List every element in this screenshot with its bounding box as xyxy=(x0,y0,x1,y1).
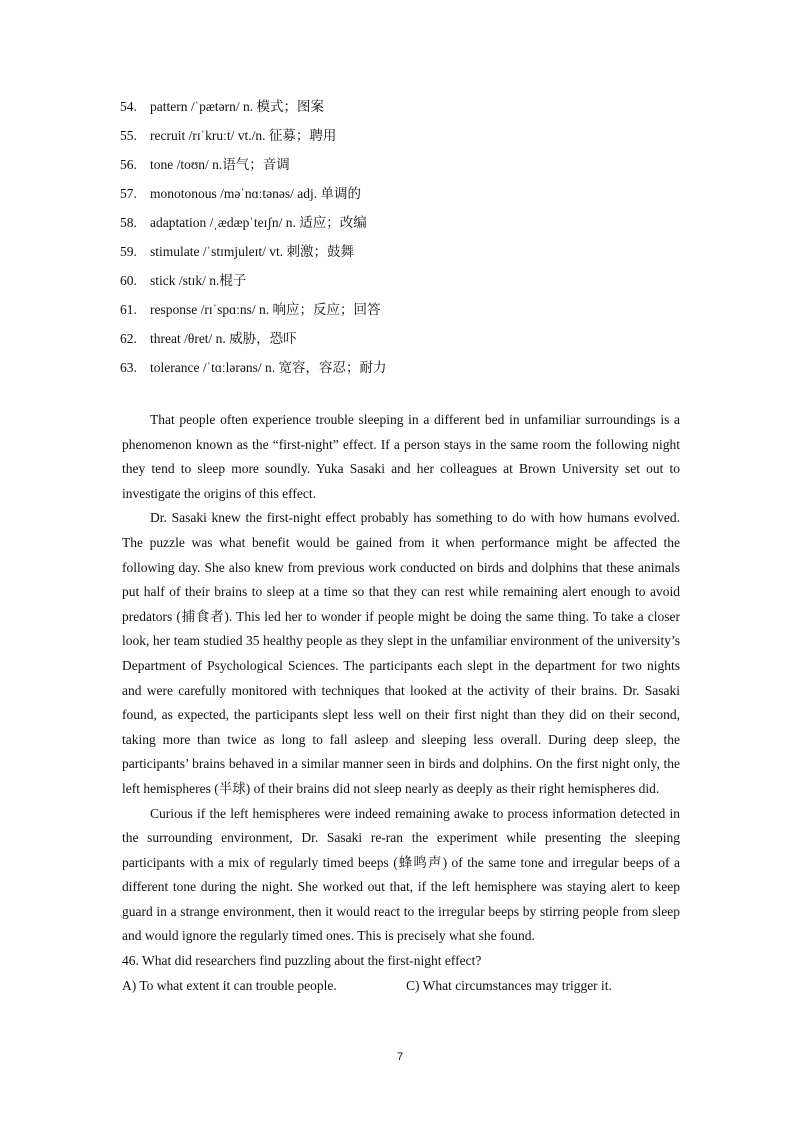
vocab-entry: stick /stɪk/ n.棍子 xyxy=(150,273,247,288)
vocab-entry: threat /θret/ n. 威胁，恐吓 xyxy=(150,331,297,346)
vocab-number: 62. xyxy=(120,331,137,346)
vocab-entry: adaptation /ˌædæpˈteɪʃn/ n. 适应；改编 xyxy=(150,215,367,230)
vocab-number: 54. xyxy=(120,99,137,114)
vocab-entry: monotonous /məˈnɑːtənəs/ adj. 单调的 xyxy=(150,186,362,201)
vocab-entry: recruit /rɪˈkruːt/ vt./n. 征募；聘用 xyxy=(150,128,337,143)
vocab-number: 63. xyxy=(120,360,137,375)
question-options xyxy=(122,974,680,999)
passage-paragraph-1: That people often experience trouble sleeping in a different bed in unfamiliar surroundings is a phenomenon known as the “first-night” effect. If a person stays in the same room the following night they tend to sleep more soundly. Yuka Sasaki and her colleagues at Brown University set out to investigate the origins of this effect. xyxy=(122,412,680,501)
vocab-number: 61. xyxy=(120,302,137,317)
vocab-number: 57. xyxy=(120,186,137,201)
vocab-item xyxy=(120,241,720,270)
vocab-item xyxy=(120,154,720,183)
vocab-number: 59. xyxy=(120,244,137,259)
vocab-item xyxy=(120,357,720,386)
vocab-item xyxy=(120,183,720,212)
vocab-item xyxy=(120,125,720,154)
vocab-entry: stimulate /ˈstɪmjuleɪt/ vt. 刺激；鼓舞 xyxy=(150,244,354,259)
vocab-entry: response /rɪˈspɑːns/ n. 响应；反应；回答 xyxy=(150,302,381,317)
passage-paragraph-2: Dr. Sasaki knew the first-night effect probably has something to do with how humans evolved. The puzzle was what benefit would be gained from it when performance might be affected the following day. She also knew from previous work conducted on birds and dolphins that these animals put half of their brains to sleep at a time so that they can rest while remaining alert enough to avoid predators (捕食者). This led her to wonder if people might be doing the same thing. To take a closer look, her team studied 35 healthy people as they slept in the unfamiliar environment of the university’s Department of Psychological Sciences. The participants each slept in the department for two nights and were carefully monitored with techniques that looked at the activity of their brains. Dr. Sasaki found, as expected, the participants slept less well on their first night than they did on their second, taking more than twice as long to fall asleep and sleeping less overall. During deep sleep, the participants’ brains behaved in a similar manner seen in birds and dolphins. On the first night only, the left hemispheres (半球) of their brains did not sleep nearly as deeply as their right hemispheres did. xyxy=(122,510,680,796)
passage-paragraph-3: Curious if the left hemispheres were indeed remaining awake to process information detected in the surrounding environment, Dr. Sasaki re-ran the experiment while presenting the sleeping participants with a mix of regularly timed beeps (蜂鸣声) of the same tone and irregular beeps of a different tone during the night. She worked out that, if the left hemisphere was staying alert to keep guard in a strange environment, then it would react to the irregular beeps by stirring people from sleep and would ignore the regularly timed ones. This is precisely what she found. xyxy=(122,805,680,944)
option-a: A) To what extent it can trouble people. xyxy=(122,977,337,993)
vocab-entry: pattern /ˈpætərn/ n. 模式；图案 xyxy=(150,99,324,114)
page-number: 7 xyxy=(396,1051,404,1063)
vocab-item xyxy=(120,270,720,299)
vocab-item xyxy=(120,299,720,328)
vocab-item xyxy=(120,328,720,357)
option-c: C) What circumstances may trigger it. xyxy=(406,977,612,993)
vocabulary-list xyxy=(120,96,720,386)
vocab-entry: tone /toʊn/ n.语气；音调 xyxy=(150,157,290,172)
vocab-number: 58. xyxy=(120,215,137,230)
reading-passage xyxy=(122,408,680,998)
question-stem: 46. What did researchers find puzzling about the first-night effect? xyxy=(122,953,482,969)
vocab-number: 56. xyxy=(120,157,137,172)
vocab-number: 55. xyxy=(120,128,137,143)
vocab-number: 60. xyxy=(120,273,137,288)
vocab-item xyxy=(120,96,720,125)
vocab-entry: tolerance /ˈtɑːlərəns/ n. 宽容，容忍；耐力 xyxy=(150,360,387,375)
vocab-item xyxy=(120,212,720,241)
